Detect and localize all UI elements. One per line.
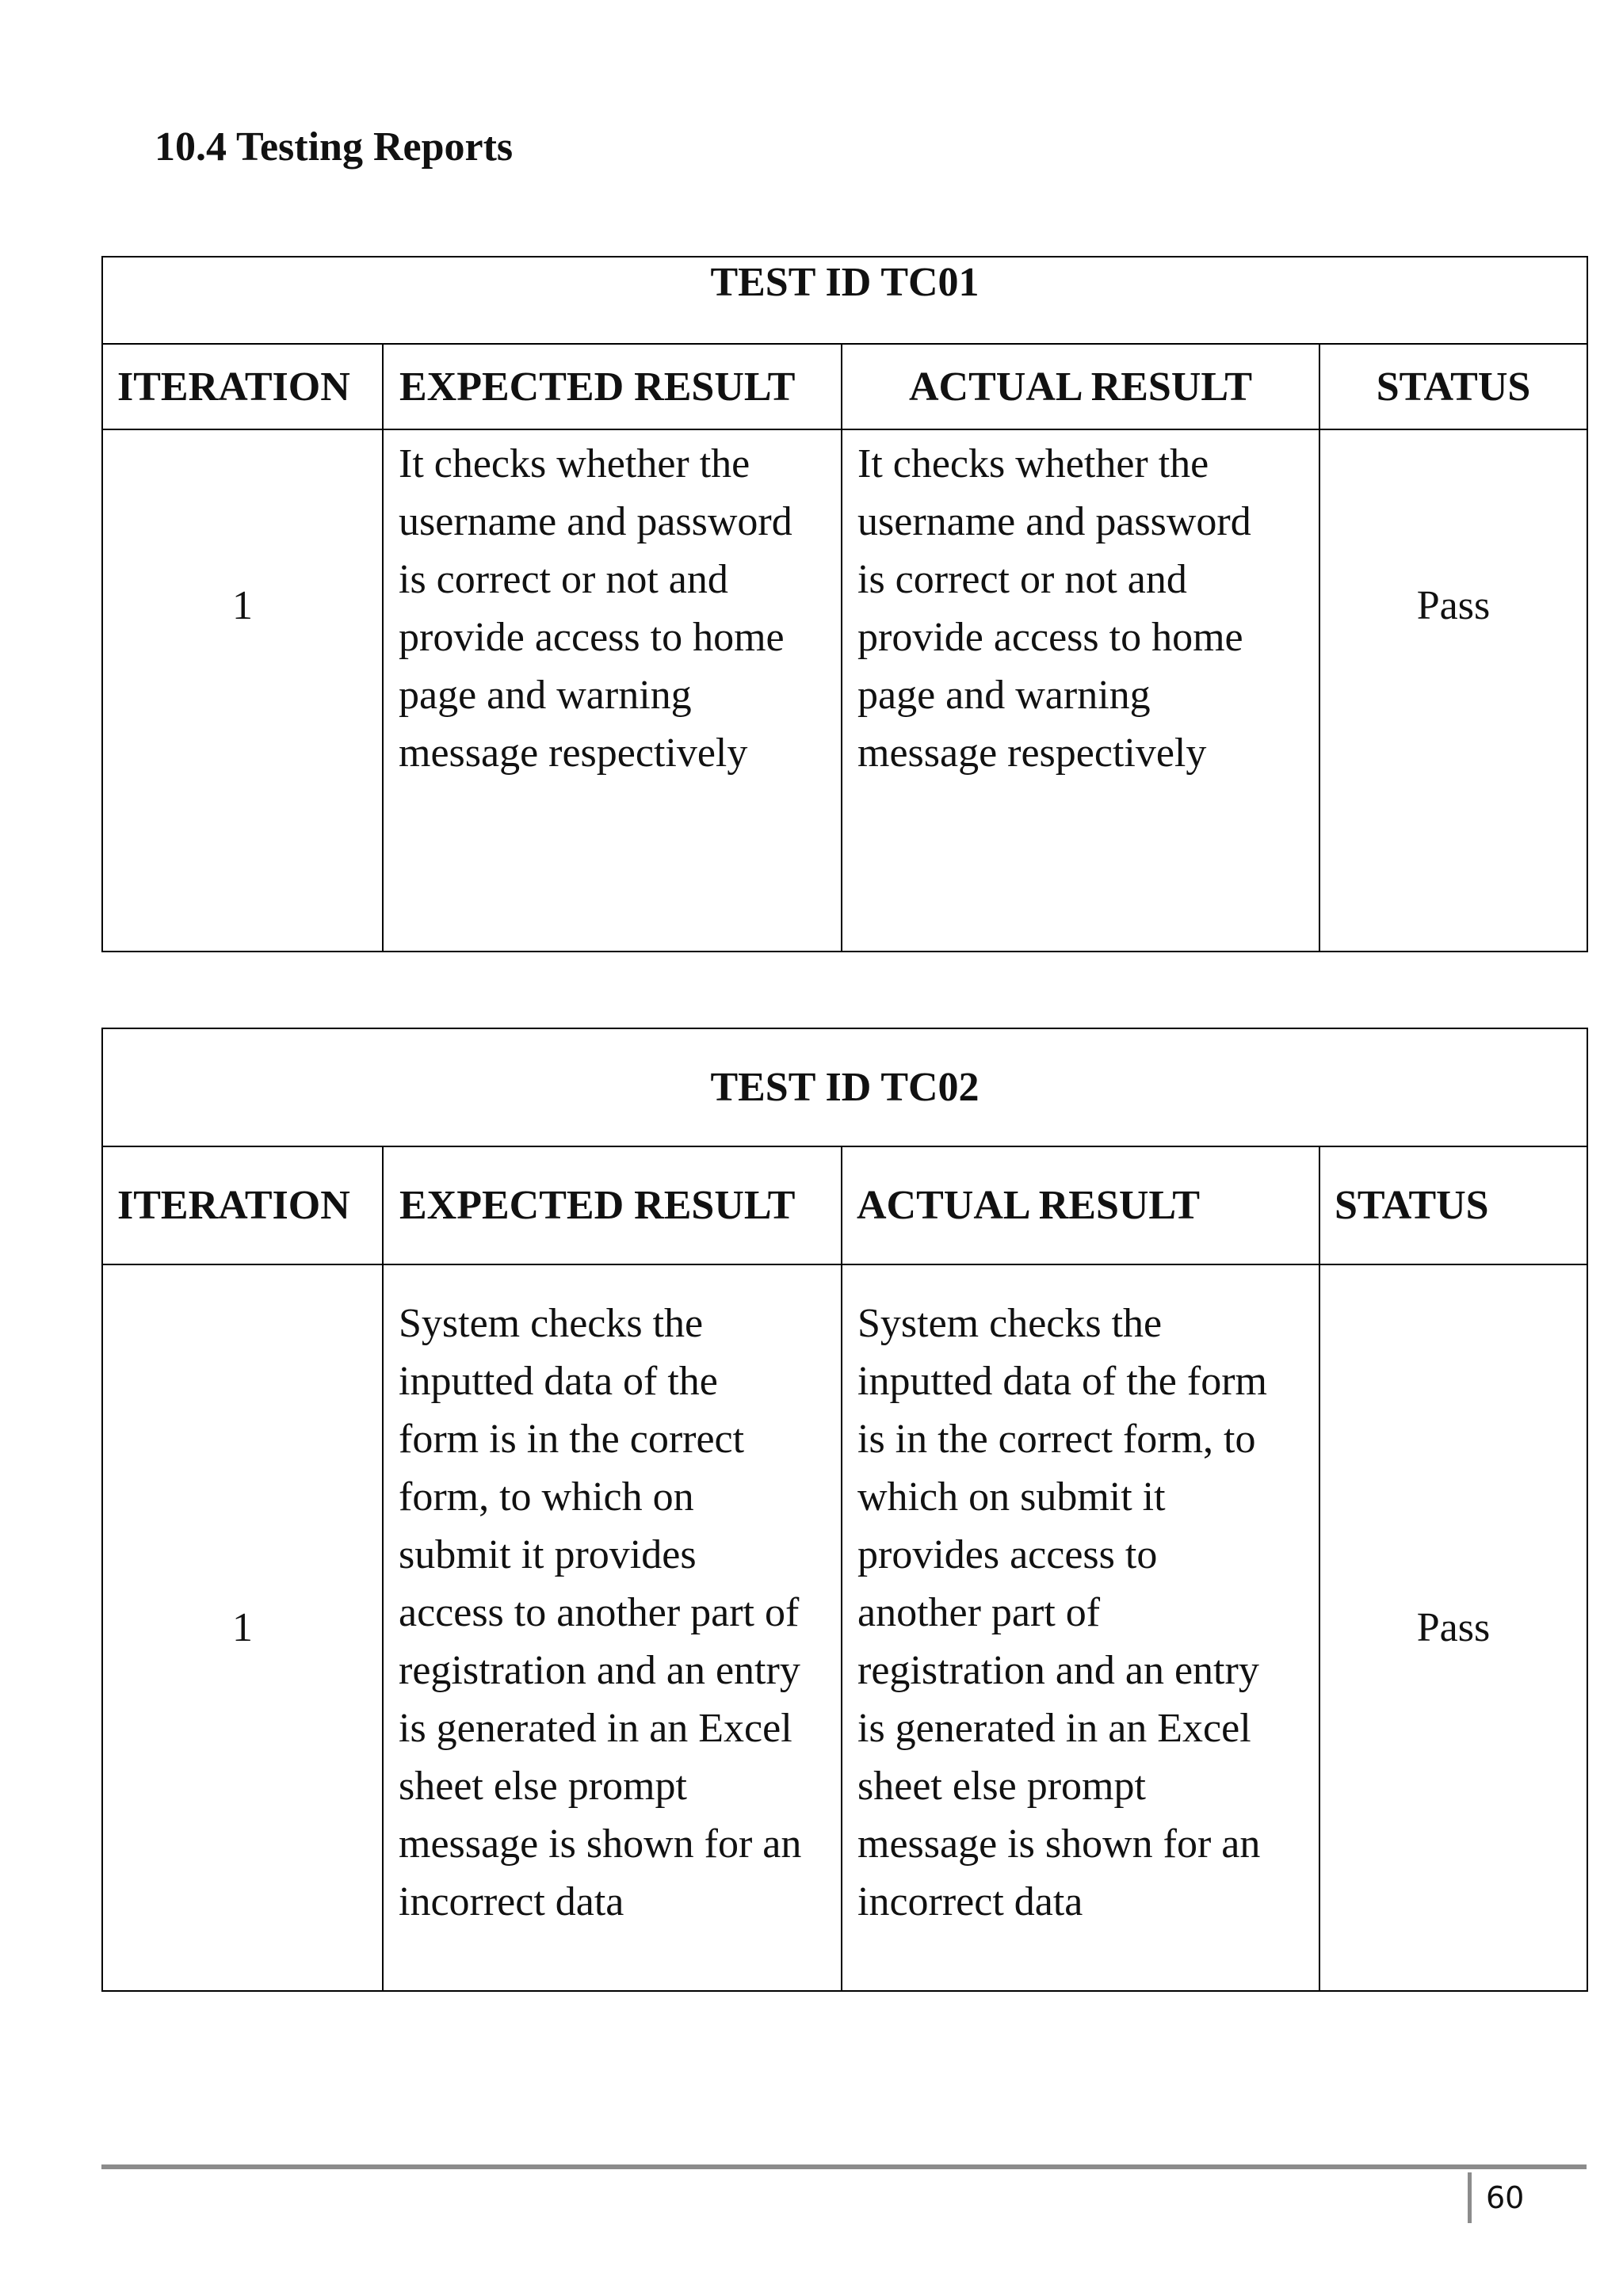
status-value: Pass	[1319, 429, 1587, 952]
text-line: System checks the	[857, 1301, 1163, 1346]
test-id-title: TEST ID TC01	[102, 257, 1587, 344]
text-line: is correct or not and	[857, 557, 1187, 602]
page-number-box	[1468, 2172, 1524, 2223]
text-line: It checks whether the	[857, 441, 1209, 486]
test-table-tc02	[101, 1028, 1588, 1992]
section-heading: 10.4 Testing Reports	[155, 124, 514, 170]
expected-result-text	[383, 429, 842, 952]
text-line: provide access to home	[399, 615, 785, 660]
text-line: page and warning	[399, 673, 692, 718]
footer-divider	[101, 2164, 1587, 2169]
text-line: message respectively	[857, 730, 1207, 776]
text-line: which on submit it	[857, 1474, 1166, 1520]
expected-result-text	[383, 1264, 842, 1991]
actual-result-text	[842, 1264, 1319, 1991]
text-line: username and password	[857, 499, 1251, 544]
text-line: is in the correct form, to	[857, 1417, 1256, 1462]
text-line: provide access to home	[857, 615, 1243, 660]
text-line: username and password	[399, 499, 792, 544]
text-line: provides access to	[857, 1532, 1158, 1577]
text-line: form is in the correct	[399, 1417, 745, 1462]
text-line: registration and an entry	[857, 1648, 1259, 1693]
header-status: STATUS	[1319, 1146, 1587, 1264]
actual-result-text	[842, 429, 1319, 952]
header-status: STATUS	[1319, 344, 1587, 429]
table-row	[102, 1264, 1587, 1991]
text-line: page and warning	[857, 673, 1151, 718]
text-line: message is shown for an	[399, 1821, 802, 1867]
text-line: is generated in an Excel	[857, 1706, 1251, 1751]
text-line: is correct or not and	[399, 557, 728, 602]
header-actual-result: ACTUAL RESULT	[842, 1146, 1319, 1264]
test-id-title: TEST ID TC02	[102, 1028, 1587, 1146]
table-row	[102, 429, 1587, 952]
text-line: message respectively	[399, 730, 748, 776]
iteration-value: 1	[102, 1264, 383, 1991]
text-line: message is shown for an	[857, 1821, 1261, 1867]
text-line: inputted data of the	[399, 1359, 718, 1404]
text-line: is generated in an Excel	[399, 1706, 792, 1751]
text-line: submit it provides	[399, 1532, 697, 1577]
text-line: It checks whether the	[399, 441, 750, 486]
text-line: another part of	[857, 1590, 1101, 1635]
status-value: Pass	[1319, 1264, 1587, 1991]
text-line: sheet else prompt	[857, 1764, 1146, 1809]
text-line: incorrect data	[857, 1879, 1083, 1924]
test-table-tc01	[101, 256, 1588, 952]
header-expected-result: EXPECTED RESULT	[383, 1146, 842, 1264]
header-iteration: ITERATION	[102, 1146, 383, 1264]
header-actual-result: ACTUAL RESULT	[842, 344, 1319, 429]
text-line: sheet else prompt	[399, 1764, 687, 1809]
page-number: 60	[1486, 2180, 1525, 2215]
text-line: form, to which on	[399, 1474, 694, 1520]
text-line: inputted data of the form	[857, 1359, 1267, 1404]
text-line: access to another part of	[399, 1590, 800, 1635]
iteration-value: 1	[102, 429, 383, 952]
header-iteration: ITERATION	[102, 344, 383, 429]
text-line: incorrect data	[399, 1879, 624, 1924]
text-line: registration and an entry	[399, 1648, 800, 1693]
header-expected-result: EXPECTED RESULT	[383, 344, 842, 429]
text-line: System checks the	[399, 1301, 704, 1346]
